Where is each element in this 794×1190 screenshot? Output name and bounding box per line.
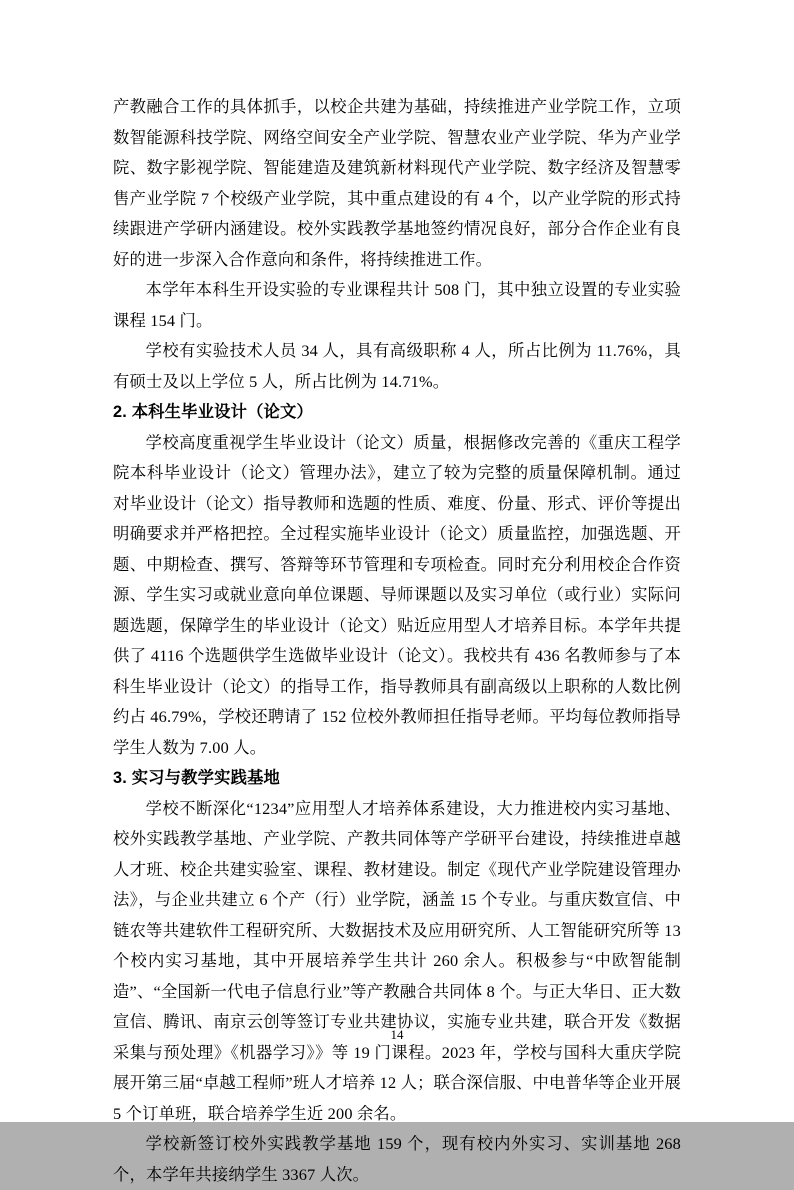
- page-body: [113, 92, 681, 1190]
- paragraph: 学校新签订校外实践教学基地 159 个，现有校内外实习、实训基地 268 个，本学年共接纳学生 3367 人次。: [113, 1134, 681, 1184]
- paragraph: 本学年本科生开设实验的专业课程共计 508 门，其中独立设置的专业实验课程 154 门。: [113, 280, 681, 330]
- section-heading: 2. 本科生毕业设计（论文）: [113, 403, 313, 421]
- section-heading: 3. 实习与教学实践基地: [113, 769, 281, 787]
- paragraph: 学校有实验技术人员 34 人，具有高级职称 4 人，所占比例为 11.76%，具有硕士及以上学位 5 人，所占比例为 14.71%。: [113, 341, 681, 391]
- page-number: 14: [390, 1027, 404, 1042]
- paragraph: 学校高度重视学生毕业设计（论文）质量，根据修改完善的《重庆工程学院本科毕业设计（论文）管理办法》，建立了较为完整的质量保障机制。通过对毕业设计（论文）指导教师和选题的性质、难度、份量、形式、评价等提出明确要求并严格把控。全过程实施毕业设计（论文）质量监控，加强选题、开题、中期检查、撰写、答辩等环节管理和专项检查。同时充分利用校企合作资源、学生实习或就业意向单位课题、导师课题以及实习单位（或行业）实际问题选题，保障学生的毕业设计（论文）贴近应用型人才培养目标。本学年共提供了 4116 个选题供学生选做毕业设计（论文）。我校共有 436 名教师参与了本科生毕业设计（论文）的指导工作，指导教师具有副高级以上职称的人数比例约占 46.79%，学校还聘请了 152 位校外教师担任指导老师。平均每位教师指导学生人数为 7.00 人。: [113, 432, 681, 757]
- paragraph: 产教融合工作的具体抓手，以校企共建为基础，持续推进产业学院工作，立项数智能源科技学院、网络空间安全产业学院、智慧农业产业学院、华为产业学院、数字影视学院、智能建造及建筑新材料现代产业学院、数字经济及智慧零售产业学院 7 个校级产业学院，其中重点建设的有 4 个，以产业学院的形式持续跟进产学研内涵建设。校外实践教学基地签约情况良好，部分合作企业有良好的进一步深入合作意向和条件，将持续推进工作。: [113, 97, 681, 269]
- paragraph: 学校不断深化“1234”应用型人才培养体系建设，大力推进校内实习基地、校外实践教学基地、产业学院、产教共同体等产学研平台建设，持续推进卓越人才班、校企共建实验室、课程、教材建设。制定《现代产业学院建设管理办法》，与企业共建立 6 个产（行）业学院，涵盖 15 个专业。与重庆数宣信、中链农等共建软件工程研究所、大数据技术及应用研究所、人工智能研究所等 13 个校内实习基地，其中开展培养学生共计 260 余人。积极参与“中欧智能制造”、“全国新一代电子信息行业”等产教融合共同体 8 个。与正大华日、正大数宣信、腾讯、南京云创等签订专业共建协议，实施专业共建，联合开发《数据采集与预处理》《机器学习》》等 19 门课程。2023 年，学校与国科大重庆学院展开第三届“卓越工程师”班人才培养 12 人；联合深信服、中电普华等企业开展 5 个订单班，联合培养学生近 200 余名。: [113, 798, 681, 1123]
